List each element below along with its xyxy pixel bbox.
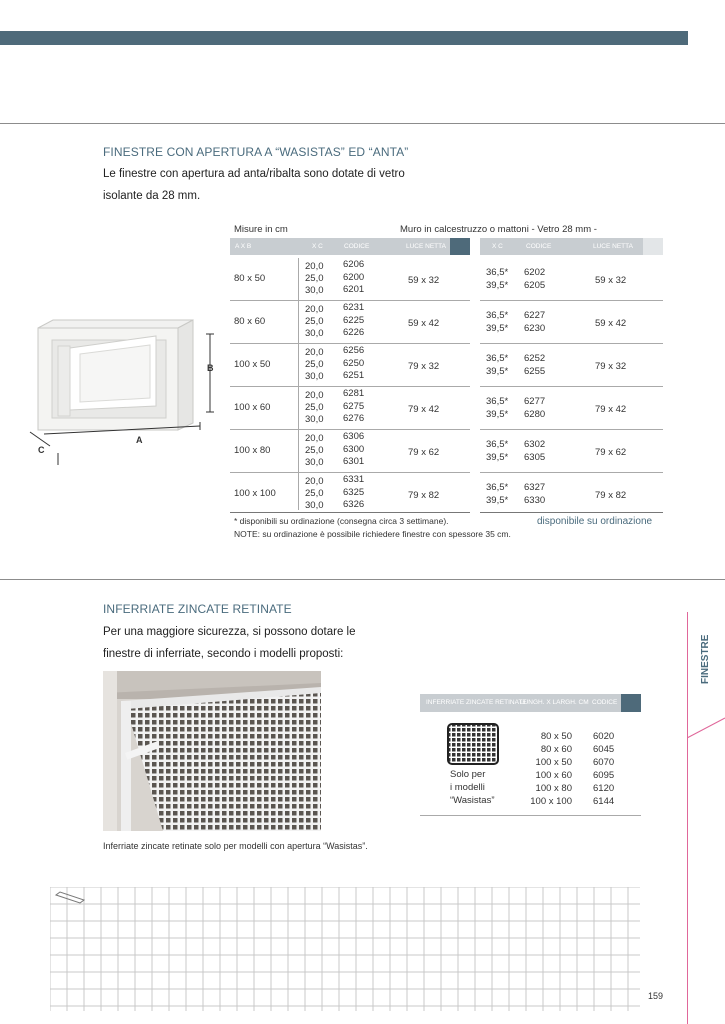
code-right-cell: 6327 (524, 482, 546, 493)
xc-cell: 30,0 (305, 500, 324, 511)
grille-size-cell: 100 x 60 (535, 770, 572, 781)
xc-cell: 25,0 (305, 316, 324, 327)
code-cell: 6200 (343, 271, 365, 283)
grille-code-cell: 6144 (593, 796, 615, 807)
xc-cell: 20,0 (305, 390, 324, 401)
top-color-bar (0, 31, 688, 45)
xc-cell: 25,0 (305, 445, 324, 456)
side-tab-corner (687, 710, 725, 740)
code-cell: 6231 (343, 302, 365, 313)
code-right-cell: 6302 (524, 439, 546, 450)
models-note-line: i modelli (450, 782, 485, 793)
size-cell: 100 x 80 (234, 445, 271, 456)
xc-right-cell: 39,5* (486, 409, 509, 420)
xc-right-cell: 36,5* (486, 396, 509, 407)
row-separator (230, 300, 470, 301)
code-cell: 6201 (343, 284, 365, 295)
code-cell: 6306 (343, 431, 365, 442)
luce-right-cell: 79 x 32 (595, 361, 627, 372)
xc-cell: 30,0 (305, 371, 324, 382)
header-luce-netta: LUCE NETTA (406, 243, 446, 250)
table2-header (420, 694, 641, 712)
size-cell: 80 x 60 (234, 316, 266, 327)
xc-cell: 30,0 (305, 414, 324, 425)
xc-cell: 20,0 (305, 261, 324, 272)
grille-code-cell: 6070 (593, 757, 615, 768)
header-codice-right: CODICE (526, 243, 552, 250)
size-cell: 100 x 50 (234, 359, 271, 370)
dimension-label-a: A (136, 435, 143, 445)
section-title-windows: FINESTRE CON APERTURA A “WASISTAS” ED “ANTA” (103, 145, 409, 159)
wall-glass-label: Muro in calcestruzzo o mattoni - Vetro 28 mm - (400, 224, 597, 235)
code-right-cell: 6252 (524, 353, 546, 364)
grille-size-cell: 80 x 60 (540, 744, 572, 755)
side-tab-label: FINESTRE (700, 634, 711, 684)
header-grilles: INFERRIATE ZINCATE RETINATE (426, 699, 527, 706)
xc-cell: 20,0 (305, 347, 324, 358)
column-separator (298, 258, 299, 510)
code-right-cell: 6305 (524, 452, 546, 463)
xc-cell: 25,0 (305, 273, 324, 284)
table-bottom-rule (230, 512, 470, 513)
xc-right-cell: 39,5* (486, 280, 509, 291)
row-separator (230, 343, 470, 344)
xc-right-cell: 39,5* (486, 366, 509, 377)
luce-right-cell: 79 x 62 (595, 447, 627, 458)
code-right-cell: 6330 (524, 495, 546, 506)
code-right-cell: 6202 (524, 267, 546, 278)
intro-line-2: isolante da 28 mm. (103, 190, 201, 202)
grille-code-cell: 6045 (593, 744, 615, 755)
header-luce-netta-right: LUCE NETTA (593, 243, 633, 250)
window-dimension-illustration (28, 318, 218, 468)
row-separator (230, 472, 470, 473)
luce-cell: 79 x 32 (408, 361, 440, 372)
code-right-cell: 6230 (524, 323, 546, 334)
xc-right-cell: 36,5* (486, 353, 509, 364)
table1-left-header (230, 238, 470, 255)
dimension-label-c: C (38, 445, 45, 455)
code-cell: 6326 (343, 499, 365, 510)
grille-code-cell: 6020 (593, 731, 615, 742)
grille-code-cell: 6120 (593, 783, 615, 794)
luce-right-cell: 79 x 42 (595, 404, 627, 415)
code-cell: 6226 (343, 327, 365, 338)
page-number: 159 (648, 991, 664, 1001)
code-cell: 6331 (343, 474, 365, 485)
side-pink-line (687, 612, 688, 1024)
luce-cell: 79 x 82 (408, 490, 440, 501)
row-separator (480, 429, 663, 430)
xc-right-cell: 36,5* (486, 439, 509, 450)
pencil-icon (56, 892, 84, 903)
luce-right-cell: 59 x 42 (595, 318, 627, 329)
grille-size-cell: 100 x 80 (535, 783, 572, 794)
code-right-cell: 6280 (524, 409, 546, 420)
luce-cell: 59 x 42 (408, 318, 440, 329)
xc-cell: 25,0 (305, 488, 324, 499)
code-cell: 6275 (343, 400, 365, 412)
code-cell: 6325 (343, 486, 365, 498)
code-cell: 6276 (343, 413, 365, 424)
notes-grid (50, 887, 640, 1011)
header-codice: CODICE (344, 243, 370, 250)
dimension-label-b: B (207, 363, 214, 373)
header-axb: A X B (235, 243, 252, 250)
code-cell: 6250 (343, 357, 365, 369)
luce-cell: 79 x 62 (408, 447, 440, 458)
models-note-line: “Wasistas” (450, 795, 495, 806)
xc-right-cell: 36,5* (486, 267, 509, 278)
grilles-line-1: Per una maggiore sicurezza, si possono dotare le (103, 626, 356, 638)
row-separator (480, 472, 663, 473)
code-right-cell: 6255 (524, 366, 546, 377)
code-cell: 6225 (343, 314, 365, 326)
grille-caption: Inferriate zincate retinate solo per modelli con apertura “Wasistas”. (103, 841, 368, 851)
models-note-line: Solo per (450, 769, 486, 780)
xc-right-cell: 39,5* (486, 323, 509, 334)
luce-right-cell: 79 x 82 (595, 490, 627, 501)
table1-right-header (480, 238, 663, 255)
section-divider (0, 123, 725, 124)
grille-size-cell: 100 x 50 (535, 757, 572, 768)
xc-right-cell: 39,5* (486, 495, 509, 506)
code-cell: 6281 (343, 388, 365, 399)
row-separator (480, 300, 663, 301)
note-thickness: NOTE: su ordinazione è possibile richiedere finestre con spessore 35 cm. (234, 529, 511, 539)
grille-photo (103, 671, 321, 831)
section-title-grilles: INFERRIATE ZINCATE RETINATE (103, 602, 292, 616)
luce-right-cell: 59 x 32 (595, 275, 627, 286)
grilles-line-2: finestre di inferriate, secondo i modelli proposti: (103, 648, 344, 660)
row-separator (480, 386, 663, 387)
grille-size-cell: 100 x 100 (530, 796, 572, 807)
table2-bottom-rule (420, 815, 641, 816)
xc-cell: 20,0 (305, 476, 324, 487)
note-availability: * disponibili su ordinazione (consegna circa 3 settimane). (234, 516, 449, 526)
code-cell: 6256 (343, 345, 365, 356)
intro-line-1: Le finestre con apertura ad anta/ribalta sono dotate di vetro (103, 168, 405, 180)
header-code: CODICE (592, 699, 618, 706)
table-bottom-rule (480, 512, 663, 513)
code-right-cell: 6277 (524, 396, 546, 407)
code-right-cell: 6205 (524, 280, 546, 291)
section-divider-2 (0, 579, 725, 580)
xc-cell: 25,0 (305, 402, 324, 413)
code-right-cell: 6227 (524, 310, 546, 321)
code-cell: 6301 (343, 456, 365, 467)
grille-mesh-icon (447, 723, 499, 765)
code-cell: 6206 (343, 259, 365, 270)
header-xc-right: X C (492, 243, 503, 250)
row-separator (480, 343, 663, 344)
luce-cell: 79 x 42 (408, 404, 440, 415)
header-dimensions: LUNGH. X LARGH. CM (520, 699, 589, 706)
size-cell: 100 x 100 (234, 488, 276, 499)
xc-right-cell: 36,5* (486, 310, 509, 321)
xc-cell: 20,0 (305, 433, 324, 444)
xc-cell: 30,0 (305, 285, 324, 296)
code-cell: 6300 (343, 443, 365, 455)
xc-cell: 20,0 (305, 304, 324, 315)
available-on-order: disponibile su ordinazione (537, 516, 653, 527)
xc-cell: 30,0 (305, 328, 324, 339)
xc-right-cell: 36,5* (486, 482, 509, 493)
size-cell: 80 x 50 (234, 273, 266, 284)
xc-right-cell: 39,5* (486, 452, 509, 463)
xc-cell: 30,0 (305, 457, 324, 468)
luce-cell: 59 x 32 (408, 275, 440, 286)
size-cell: 100 x 60 (234, 402, 271, 413)
xc-cell: 25,0 (305, 359, 324, 370)
row-separator (230, 386, 470, 387)
grille-size-cell: 80 x 50 (540, 731, 572, 742)
header-xc: X C (312, 243, 323, 250)
measures-label: Misure in cm (234, 224, 288, 235)
grille-code-cell: 6095 (593, 770, 615, 781)
code-cell: 6251 (343, 370, 365, 381)
row-separator (230, 429, 470, 430)
